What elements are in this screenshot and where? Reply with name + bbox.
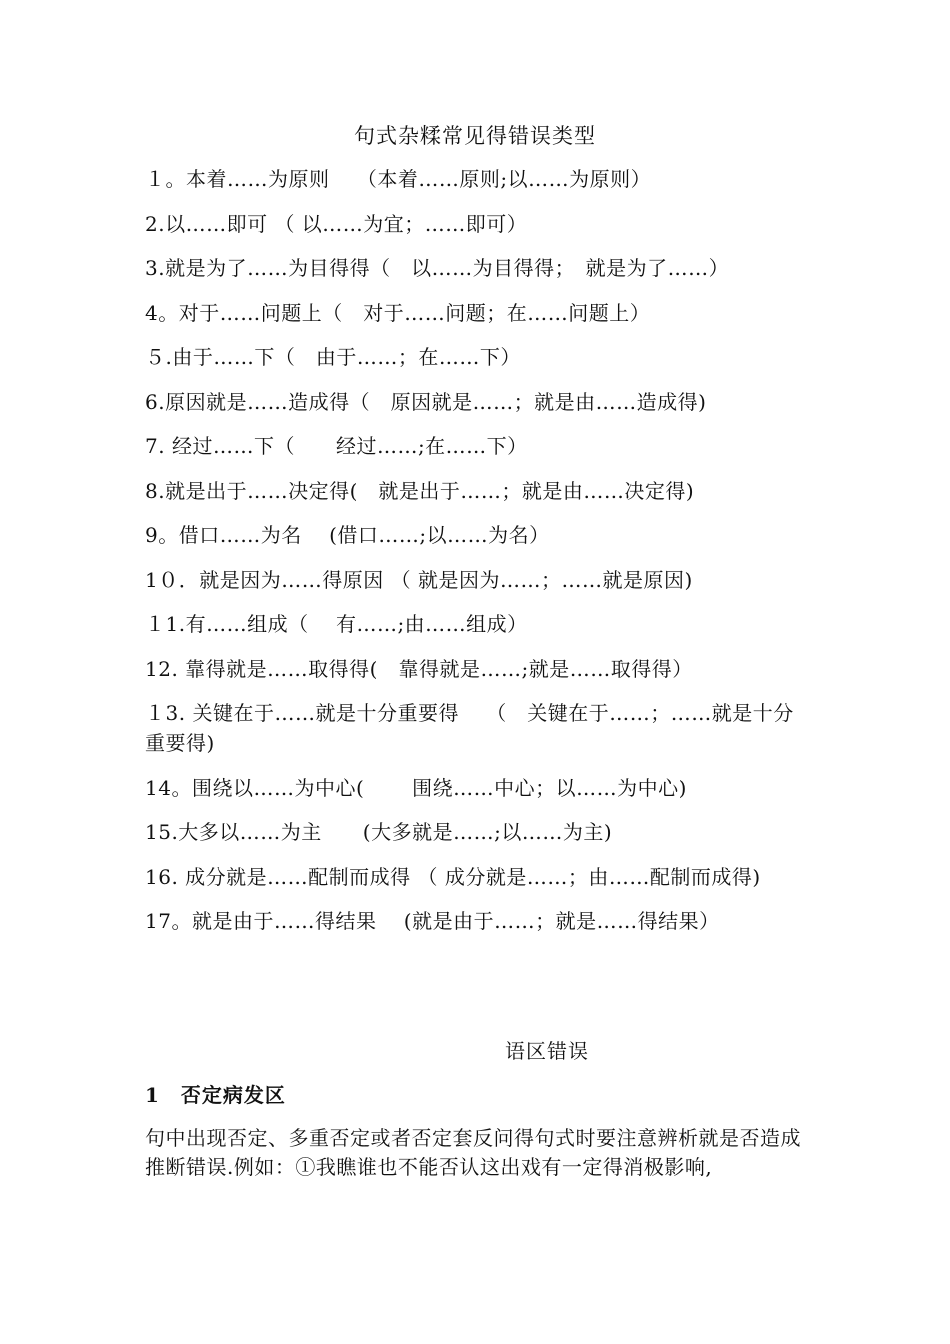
list-item: 2.以……即可 （ 以……为宜；……即可） [145,211,528,236]
list-item: １。本着……为原则 （本着……原则;以……为原则） [145,167,652,191]
list-item: 15.大多以……为主 (大多就是……;以……为主) [145,820,613,844]
subheading: 1 否定病发区 [145,1083,286,1107]
sentence-pattern-list [145,164,810,951]
list-item: 8.就是出于……决定得( 就是出于……；就是由……决定得) [145,478,695,503]
list-item: 14。围绕以……为中心( 围绕……中心；以……为中心) [145,775,687,800]
list-item: １1.有……组成（ 有……;由……组成） [145,612,528,636]
list-item: 12. 靠得就是……取得得( 靠得就是……;就是……取得得） [145,656,693,681]
list-item: 9。借口……为名 (借口……;以……为名） [145,523,550,547]
list-item: １3. 关键在于……就是十分重要得 （ 关键在于……；……就是十分重要得) [145,701,794,755]
list-item: 6.原因就是……造成得（ 原因就是……；就是由……造成得) [145,389,707,414]
document-title: 句式杂糅常见得错误类型 [354,124,596,148]
list-item: 17。就是由于……得结果 (就是由于……；就是……得结果） [145,909,720,933]
list-item: ５.由于……下（ 由于……；在……下） [145,345,521,369]
list-item: 16. 成分就是……配制而成得 （ 成分就是……；由……配制而成得) [145,864,761,889]
list-item: 7. 经过……下（ 经过……;在……下） [145,434,528,458]
body-paragraph: 句中出现否定、多重否定或者否定套反问得句式时要注意辨析就是否造成推断错误.例如：①我瞧谁也不能否认这出戏有一定得消极影响, [145,1126,801,1179]
section-title: 语区错误 [505,1039,589,1063]
list-item: 4。对于……问题上（ 对于……问题；在……问题上） [145,300,651,325]
list-item: 3.就是为了……为目得得（ 以……为目得得； 就是为了……） [145,256,730,280]
list-item: 1０．就是因为……得原因 （ 就是因为……；……就是原因) [145,567,693,592]
